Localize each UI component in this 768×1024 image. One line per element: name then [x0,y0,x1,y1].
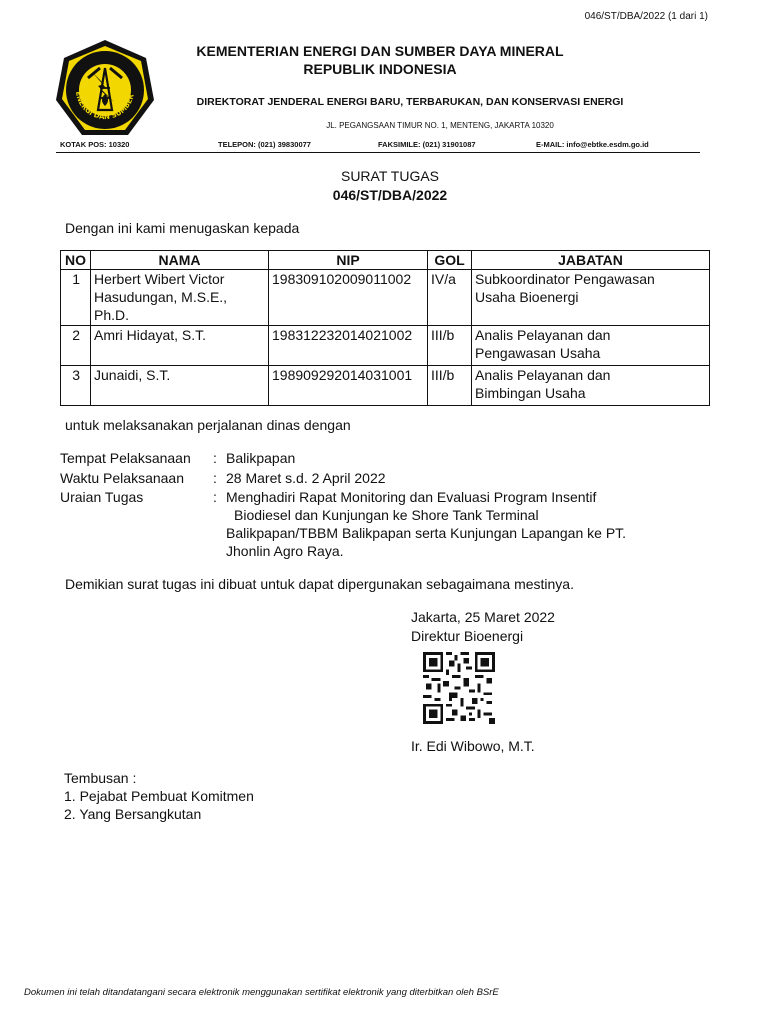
signer-name: Ir. Edi Wibowo, M.T. [411,738,535,754]
uraian-colon: : [213,489,217,505]
letter-number: 046/ST/DBA/2022 [332,187,448,203]
directorate-name: DIREKTORAT JENDERAL ENERGI BARU, TERBARUKAN, DAN KONSERVASI ENERGI [196,96,624,108]
ministry-name: KEMENTERIAN ENERGI DAN SUMBER DAYA MINERAL REPUBLIK INDONESIA [196,43,564,77]
assignment-table [60,250,710,406]
cell-no: 3 [61,366,91,406]
waktu-label: Waktu Pelaksanaan [60,470,184,486]
cell-jabatan: Analis Pelayanan dan Pengawasan Usaha [472,326,710,366]
email: E-MAIL: info@ebtke.esdm.go.id [536,140,649,149]
tempat-colon: : [213,450,217,466]
waktu-colon: : [213,470,217,486]
cc-item: 1. Pejabat Pembuat Komitmen [64,788,254,804]
cell-gol: III/b [428,366,472,406]
cell-gol: III/b [428,326,472,366]
header-jabatan: JABATAN [472,251,710,270]
e-signature-footer: Dokumen ini telah ditandatangani secara elektronik menggunakan sertifikat elektronik yang diterbitkan oleh BSrE [24,987,499,998]
cell-gol: IV/a [428,270,472,326]
signer-position: Direktur Bioenergi [411,628,524,644]
cell-nama: Junaidi, S.T. [91,366,269,406]
cell-no: 2 [61,326,91,366]
qr-code-icon [421,652,497,724]
header-divider [56,152,700,153]
cc-label: Tembusan : [64,770,137,786]
header-gol: GOL [428,251,472,270]
purpose-text: untuk melaksanakan perjalanan dinas dengan [65,417,351,433]
cell-nip: 198309102009011002 [269,270,428,326]
closing-text: Demikian surat tugas ini dibuat untuk dapat dipergunakan sebagaimana mestinya. [65,576,574,592]
header-nip: NIP [269,251,428,270]
office-address: JL. PEGANGSAAN TIMUR NO. 1, MENTENG, JAKARTA 10320 [326,121,554,130]
fax: FAKSIMILE: (021) 31901087 [378,140,476,149]
letter-title: SURAT TUGAS [340,168,440,184]
table-row [61,366,710,406]
tempat-label: Tempat Pelaksanaan [60,450,191,466]
table-header-row [61,251,710,270]
header-nama: NAMA [91,251,269,270]
phone: TELEPON: (021) 39830077 [218,140,311,149]
cell-nip: 198909292014031001 [269,366,428,406]
svg-text:ENERGI DAN SUMBER DAYA MINERAL: ENERGI DAN SUMBER [73,90,136,122]
table-row [61,326,710,366]
header-no: NO [61,251,91,270]
cell-jabatan: Analis Pelayanan dan Bimbingan Usaha [472,366,710,406]
esdm-emblem-icon [54,38,156,142]
page-reference: 046/ST/DBA/2022 (1 dari 1) [584,11,708,22]
uraian-value: Menghadiri Rapat Monitoring dan Evaluasi Program Insentif Biodiesel dan Kunjungan ke Shore Tank Terminal Balikpapan/TBBM Balikpapan serta Kunjungan Lapangan ke PT. Jhonlin Agro Raya. [226,489,627,559]
place-date: Jakarta, 25 Maret 2022 [411,609,555,625]
cell-no: 1 [61,270,91,326]
cell-jabatan: Subkoordinator Pengawasan Usaha Bioenergi [472,270,710,326]
waktu-value: 28 Maret s.d. 2 April 2022 [226,470,386,486]
pobox: KOTAK POS: 10320 [60,140,130,149]
tempat-value: Balikpapan [226,450,296,466]
table-row [61,270,710,326]
cc-item: 2. Yang Bersangkutan [64,806,202,822]
cell-nama: Amri Hidayat, S.T. [91,326,269,366]
cell-nip: 198312232014021002 [269,326,428,366]
uraian-label: Uraian Tugas [60,489,144,505]
cell-nama: Herbert Wibert Victor Hasudungan, M.S.E., Ph.D. [91,270,269,326]
intro-text: Dengan ini kami menugaskan kepada [65,220,300,236]
